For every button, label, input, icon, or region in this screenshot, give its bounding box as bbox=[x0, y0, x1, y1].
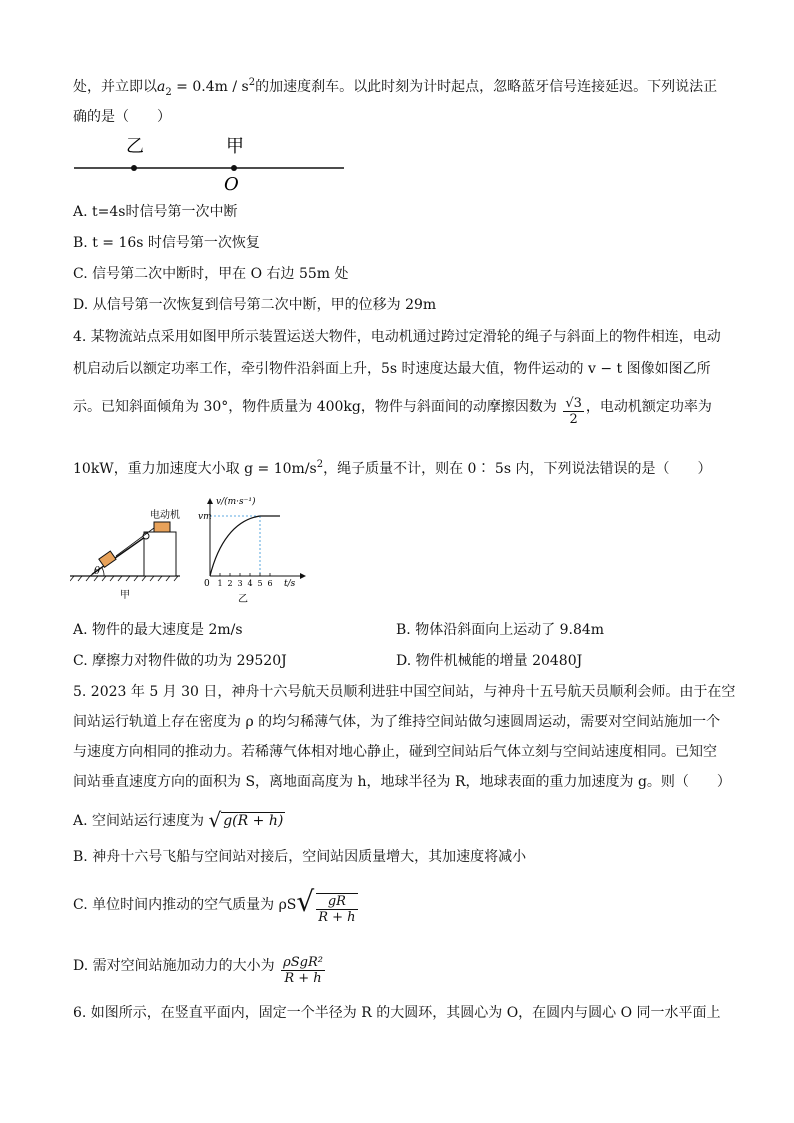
svg-text:v/(m·s⁻¹): v/(m·s⁻¹) bbox=[216, 497, 256, 507]
tick-label: 4 bbox=[247, 579, 253, 588]
svg-text:电动机: 电动机 bbox=[150, 510, 180, 521]
q5-option-c: C. 单位时间内推动的空气质量为 ρS√ $\frac{gR}{R + h}$ bbox=[73, 885, 356, 925]
q3-stem-line2: 确的是（ ） bbox=[73, 109, 171, 125]
q6-stem-line1: 6. 如图所示，在竖直平面内，固定一个半径为 R 的大圆环，其圆心为 O，在圆内与圆心 O 同一水平面上 bbox=[73, 1005, 721, 1021]
mu-fraction: $\frac{√3}{2}$ bbox=[565, 396, 582, 427]
svg-text:vm: vm bbox=[198, 512, 212, 522]
tick-label: 1 bbox=[217, 579, 223, 588]
q4-stem-line4: 10kW，重力加速度大小取 $g = 10m/s^2$，绳子质量不计，则在 0∶ 5s 内，下列说法错误的是（ ） bbox=[73, 459, 712, 477]
svg-text:甲: 甲 bbox=[120, 590, 130, 601]
q4-stem-line1: 4. 某物流站点采用如图甲所示装置运送大物件，电动机通过跨过定滑轮的绳子与斜面上的物件相连，电动 bbox=[73, 329, 721, 345]
q4-option-d: D. 物件机械能的增量 20480J bbox=[396, 653, 583, 669]
svg-text:0: 0 bbox=[204, 579, 210, 589]
q5-option-a: A. 空间站运行速度为 √ g(R + h) bbox=[73, 808, 284, 832]
q4-figure-yi bbox=[196, 494, 316, 608]
q5-stem-line2: 间站运行轨道上存在密度为 ρ 的均匀稀薄气体，为了维持空间站做匀速圆周运动，需要对空间站施加一个 bbox=[73, 714, 721, 730]
q3-option-d: D. 从信号第一次恢复到信号第二次中断，甲的位移为 29m bbox=[73, 297, 437, 313]
point-jia bbox=[231, 165, 237, 171]
svg-text:θ: θ bbox=[94, 566, 101, 577]
tick-label: 6 bbox=[267, 579, 273, 588]
svg-text:t/s: t/s bbox=[284, 579, 296, 589]
q5-option-b: B. 神舟十六号飞船与空间站对接后，空间站因质量增大，其加速度将减小 bbox=[73, 849, 527, 865]
svg-text:乙: 乙 bbox=[238, 594, 248, 605]
q3-option-a: A. t=4s时信号第一次中断 bbox=[73, 204, 238, 220]
q4-figure-jia bbox=[70, 498, 190, 608]
tick-label: 2 bbox=[227, 579, 233, 588]
q4-option-b: B. 物体沿斜面向上运动了 9.84m bbox=[396, 622, 605, 638]
vt-curve bbox=[210, 516, 280, 576]
tick-label: 5 bbox=[257, 579, 263, 588]
q4-option-c: C. 摩擦力对物件做的功为 29520J bbox=[73, 653, 287, 669]
label-o: O bbox=[224, 174, 239, 194]
cargo-box bbox=[99, 551, 116, 567]
q4-stem-line2: 机启动后以额定功率工作，牵引物件沿斜面上升，5s 时速度达最大值，物件运动的 v − t 图像如图乙所 bbox=[73, 361, 711, 377]
motor-box bbox=[154, 522, 170, 532]
label-yi: 乙 bbox=[126, 136, 144, 157]
q3-option-c: C. 信号第二次中断时，甲在 O 右边 55m 处 bbox=[73, 266, 349, 282]
q3-figure bbox=[70, 132, 350, 194]
q5-option-d: D. 需对空间站施加动力的大小为 $\frac{\text{ρSgR²}}{R + h}$ bbox=[73, 955, 323, 986]
q4-stem-line3: 示。已知斜面倾角为 30°，物件质量为 400kg，物件与斜面间的动摩擦因数为 $\frac{√3}{2}$ ，电动机额定功率为 bbox=[73, 396, 712, 427]
label-jia: 甲 bbox=[226, 136, 244, 157]
q3-option-b: B. t = 16s 时信号第一次恢复 bbox=[73, 235, 260, 251]
point-yi bbox=[131, 165, 137, 171]
q5-stem-line1: 5. 2023 年 5 月 30 日，神舟十六号航天员顺利进驻中国空间站，与神舟十五号航天员顺利会师。由于在空 bbox=[73, 684, 736, 700]
q4-option-a: A. 物件的最大速度是 2m/s bbox=[73, 622, 243, 638]
q5-stem-line3: 与速度方向相同的推动力。若稀薄气体相对地心静止，碰到空间站后气体立刻与空间站速度相同。已知空 bbox=[73, 744, 717, 760]
tick-label: 3 bbox=[237, 579, 243, 588]
q5-stem-line4: 间站垂直速度方向的面积为 S，离地面高度为 h，地球半径为 R，地球表面的重力加速度为 g。则（ ） bbox=[73, 774, 731, 790]
q3-stem-line1: 处，并立即以$a_2 = 0.4m / s^2$的加速度刹车。以此时刻为计时起点，忽略蓝牙信号连接延迟。下列说法正 bbox=[73, 77, 718, 98]
